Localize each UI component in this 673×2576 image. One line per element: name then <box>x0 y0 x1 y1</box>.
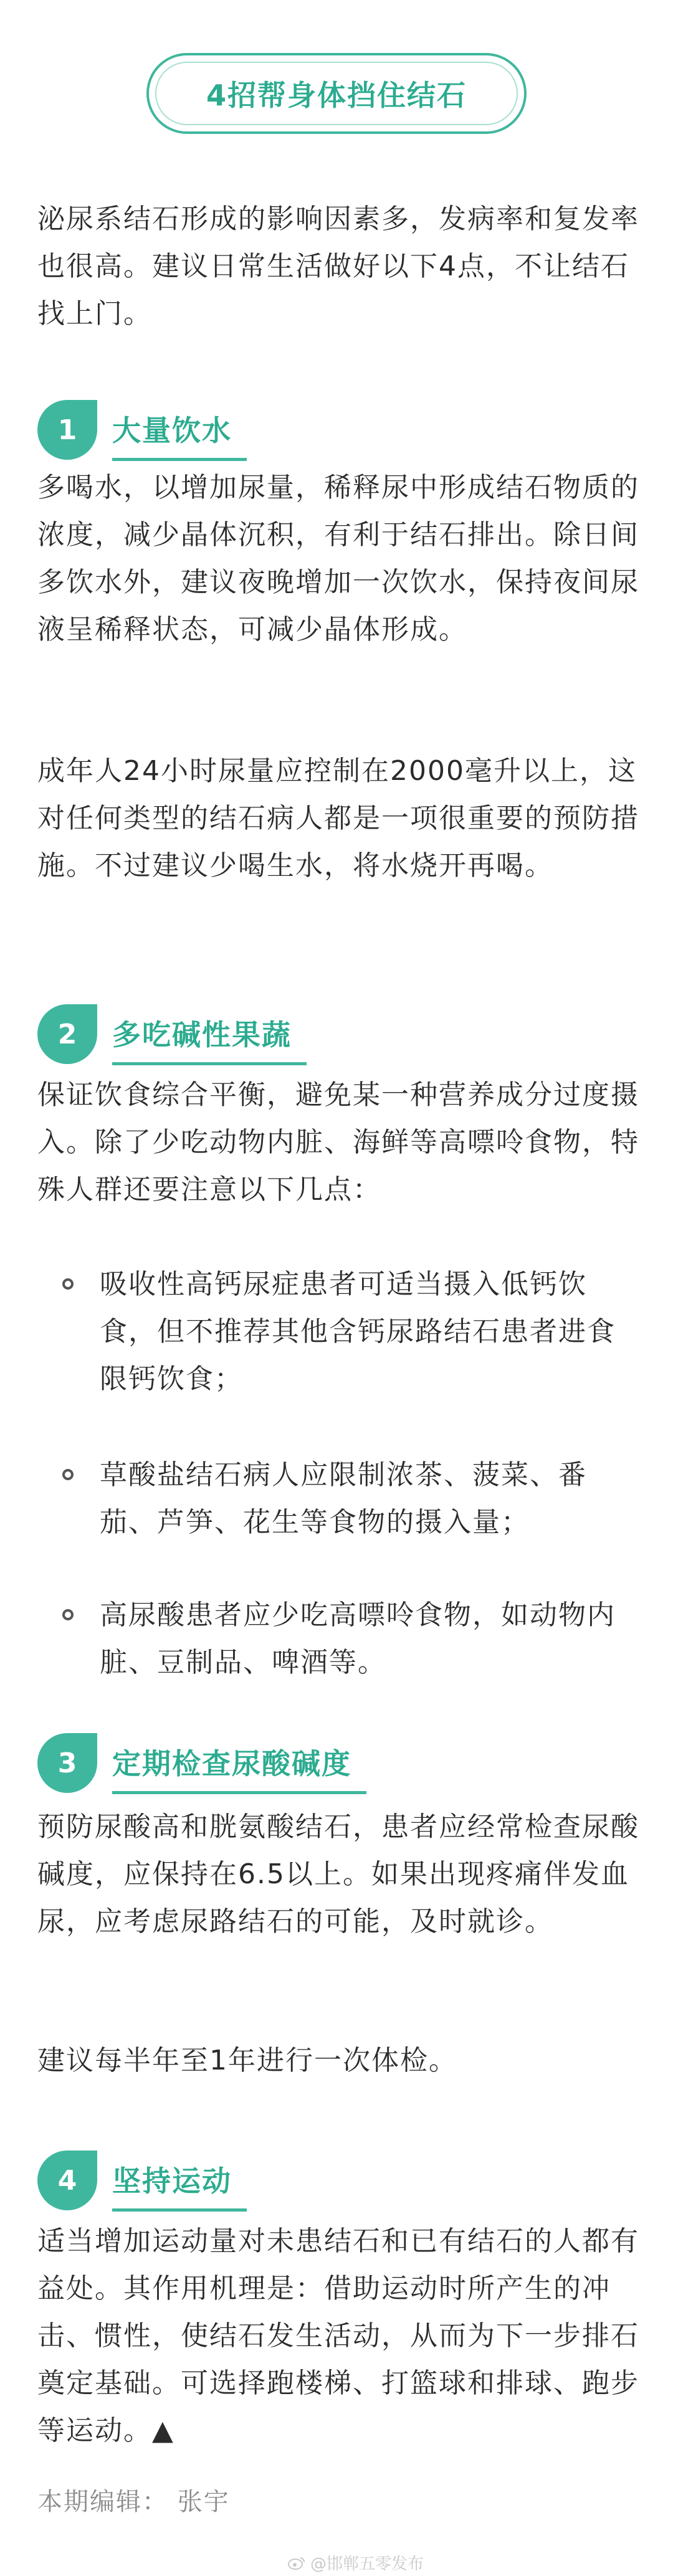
intro-paragraph: 泌尿系结石形成的影响因素多，发病率和复发率也很高。建议日常生活做好以下4点，不让结石找上门。 <box>37 203 639 330</box>
section-number-badge: 2 <box>37 1004 97 1064</box>
watermark <box>288 2551 424 2574</box>
title-banner <box>0 50 673 137</box>
section-2-heading <box>37 1003 307 1065</box>
section-4-heading <box>37 2149 247 2212</box>
list-item-text: 高尿酸患者应少吃高嘌呤食物，如动物内脏、豆制品、啤酒等。 <box>100 1599 616 1678</box>
section-number-badge: 3 <box>37 1733 97 1793</box>
editor-credit: 本期编辑： 张宇 <box>37 2488 230 2516</box>
bullet-icon <box>62 1469 74 1480</box>
section-number-badge: 1 <box>37 400 97 460</box>
section-3-heading <box>37 1732 366 1794</box>
section-1-paragraph-2: 成年人24小时尿量应控制在2000毫升以上，这对任何类型的结石病人都是一项很重要的预防措施。不过建议少喝生水，将水烧开再喝。 <box>37 755 639 882</box>
section-4-paragraph-1: 适当增加运动量对未患结石和已有结石的人都有益处。其作用机理是：借助运动时所产生的冲击、惯性，使结石发生活动，从而为下一步排石奠定基础。可选择跑楼梯、打篮球和排球、跑步等运动。▲ <box>37 2225 639 2446</box>
section-1-paragraph-1: 多喝水，以增加尿量，稀释尿中形成结石物质的浓度，减少晶体沉积，有利于结石排出。除日间多饮水外，建议夜晚增加一次饮水，保持夜间尿液呈稀释状态，可减少晶体形成。 <box>37 472 639 645</box>
title-pill <box>146 53 527 134</box>
page-title: 4招帮身体挡住结石 <box>206 78 467 112</box>
list-item-text: 草酸盐结石病人应限制浓茶、菠菜、番茄、芦笋、花生等食物的摄入量； <box>100 1459 587 1538</box>
section-3-paragraph-2: 建议每半年至1年进行一次体检。 <box>37 2045 457 2076</box>
section-1-heading <box>37 399 247 461</box>
list-item <box>62 1261 642 1403</box>
section-3-paragraph-1: 预防尿酸高和胱氨酸结石，患者应经常检查尿酸碱度，应保持在6.5以上。如果出现疼痛伴发血尿，应考虑尿路结石的可能，及时就诊。 <box>37 1811 639 1937</box>
section-title: 大量饮水 <box>112 399 247 461</box>
section-title: 多吃碱性果蔬 <box>112 1004 307 1065</box>
section-title: 定期检查尿酸碱度 <box>112 1732 366 1794</box>
weibo-icon <box>288 2556 305 2570</box>
section-title: 坚持运动 <box>112 2150 247 2212</box>
list-item-text: 吸收性高钙尿症患者可适当摄入低钙饮食，但不推荐其他含钙尿路结石患者进食限钙饮食； <box>100 1268 616 1395</box>
list-item <box>62 1592 642 1686</box>
bullet-icon <box>62 1278 74 1290</box>
section-2-paragraph-1: 保证饮食综合平衡，避免某一种营养成分过度摄入。除了少吃动物内脏、海鲜等高嘌呤食物，特殊人群还要注意以下几点： <box>37 1079 639 1205</box>
list-item <box>62 1452 642 1546</box>
bullet-icon <box>62 1609 74 1620</box>
section-number-badge: 4 <box>37 2151 97 2210</box>
watermark-text: @邯郸五零发布 <box>310 2555 424 2574</box>
